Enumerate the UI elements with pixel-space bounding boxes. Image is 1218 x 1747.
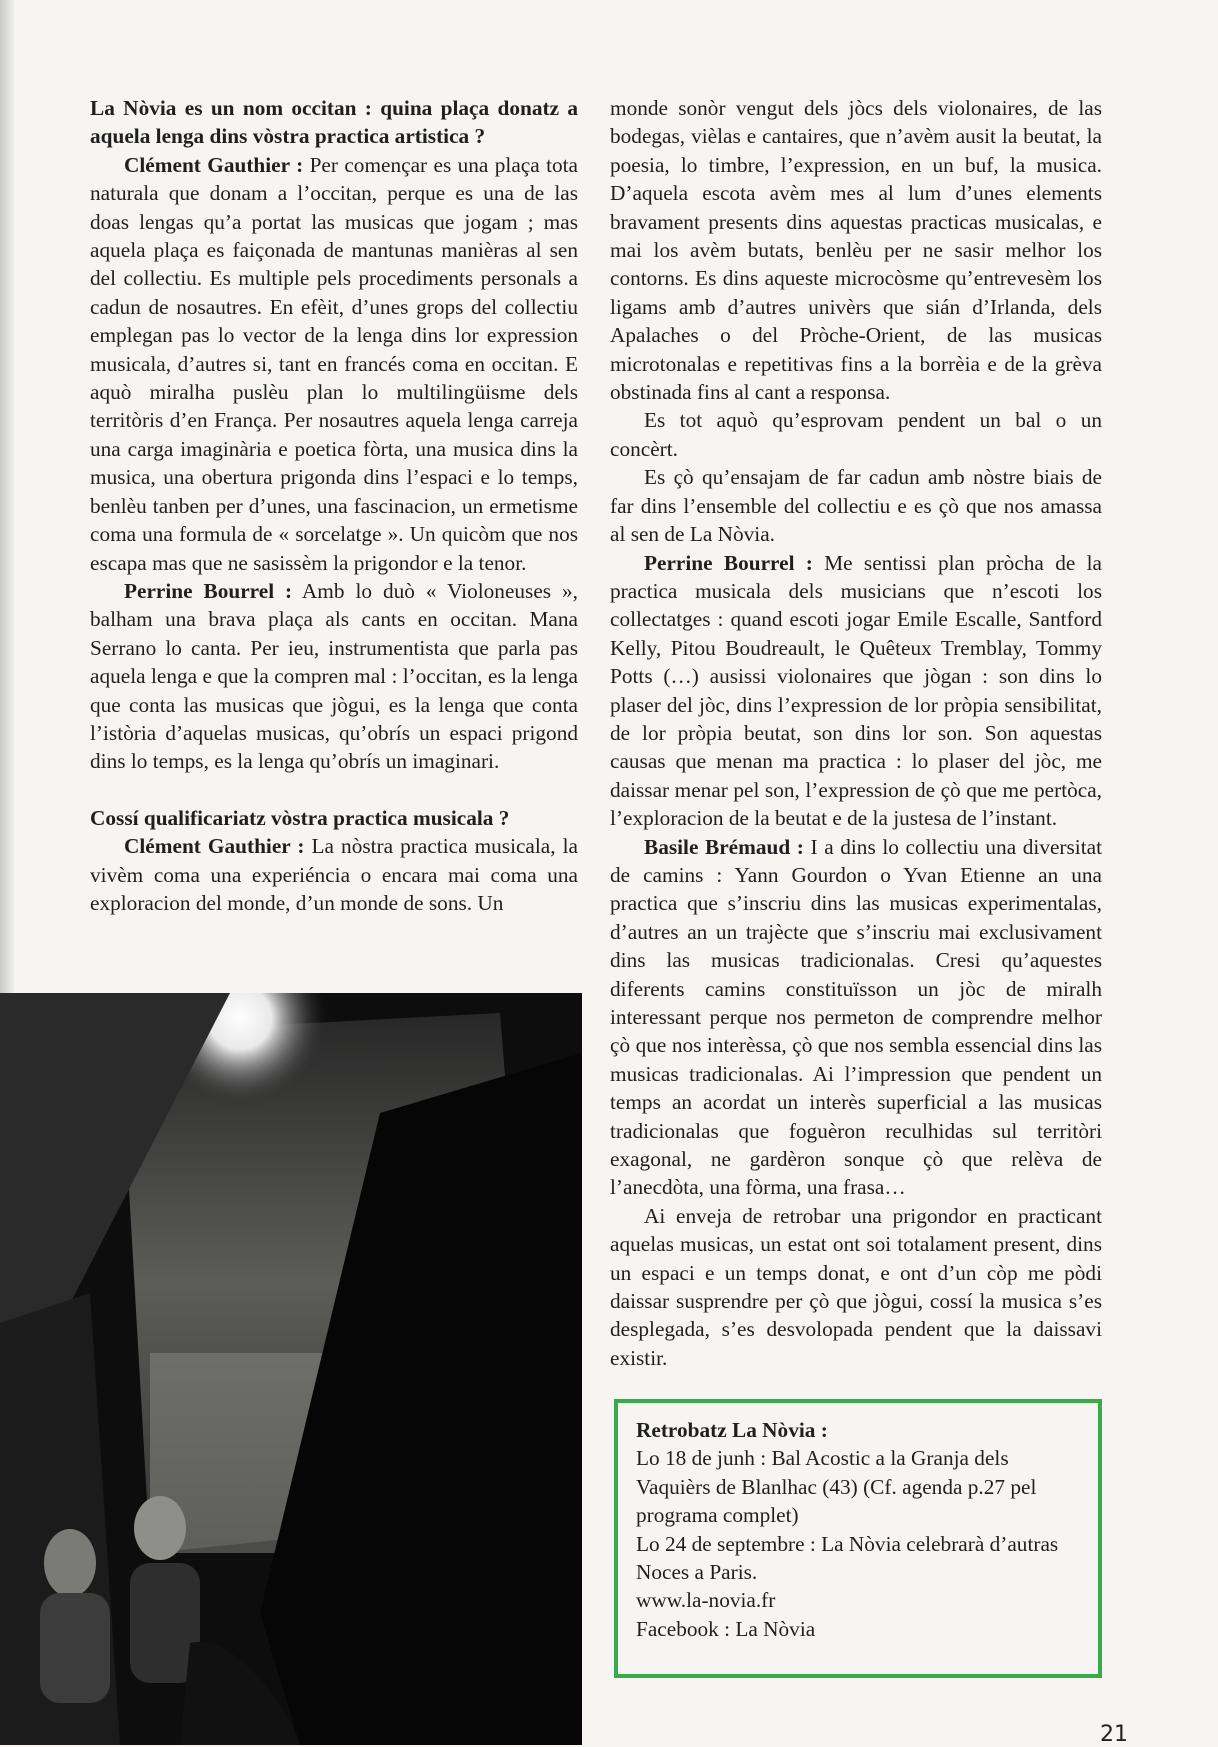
event-line: Lo 18 de junh : Bal Acostic a la Granja dels Vaquièrs de Blanlhac (43) (Cf. agenda p.27 pel programa complet) xyxy=(636,1446,1037,1528)
right-text-column xyxy=(610,94,1102,1372)
answer-paragraph xyxy=(610,549,1102,833)
body-paragraph: Ai enveja de retrobar una prigondor en practicant aquelas musicas, un estat ont soi totalament present, dins un espaci e un temps donat, e ont d’un còp me pòdi daissar susprendre per çò que jògui, cossí la musica s’es desplegada, s’es desvolopada pendent que la daissavi existir. xyxy=(610,1203,1102,1370)
body-paragraph: Es tot aquò qu’esprovam pendent un bal o un concèrt. xyxy=(610,408,1102,461)
question-heading: Cossí qualificariatz vòstra practica musicala ? xyxy=(90,805,510,830)
info-box-title: Retrobatz La Nòvia : xyxy=(636,1418,828,1442)
answer-paragraph xyxy=(610,833,1102,1202)
answer-text: La nòstra practica musicala, la vivèm coma una experiéncia o encara mai coma una exploracion del monde, d’un monde de sons. Un xyxy=(90,834,578,915)
concert-photo xyxy=(0,993,582,1745)
page-number: 21 xyxy=(1100,1722,1128,1747)
left-text-column xyxy=(90,94,578,917)
body-paragraph: Es çò qu’ensajam de far cadun amb nòstre biais de far dins l’ensemble del collectiu e es çò que nos amassa al sen de La Nòvia. xyxy=(610,465,1102,547)
question-heading: La Nòvia es un nom occitan : quina plaça donatz a aquela lenga dins vòstra practica artistica ? xyxy=(90,96,578,149)
event-info-box xyxy=(614,1399,1102,1678)
answer-text: Amb lo duò « Violoneuses », balham una brava plaça als cants en occitan. Mana Serrano lo canta. Per ieu, instrumentista que parla pas aquela lenga e que la compren mal : l’occitan, es la lenga que conta las musicas que jògui, es la lenga que conta l’istòria d’aquelas musicas, qu’obrís un espaci prigond dins lo temps, es la lenga qu’obrís un imaginari. xyxy=(90,578,578,774)
answer-text: Me sentissi plan pròcha de la practica musicala dels musicians que n’escoti los collectatges : quand escoti jogar Emile Escalle, Santford Kelly, Pitou Boudreault, le Quêteux Tremblay, Tommy Potts (…) ausissi violonaires que jògan : son dins lo plaser del jòc, dins l’expression de lor pròpia sensibilitat, de lor pròpia beutat, son dins lor son. Son aquestas causas que menan ma practica : lo plaser del jòc, me daissar menar pel son, l’expression de çò que me pertòca, l’exploracion de la beutat e de la justesa de l’instant. xyxy=(610,550,1102,831)
continued-paragraph: monde sonòr vengut dels jòcs dels violonaires, de las bodegas, vièlas e cantaires, que n’avèm ausit la beutat, la poesia, lo timbre, l’expression, en un buf, la musica. D’aquela escota avèm mes al lum d’unes elements bravament presents dins aquestas practicas musicalas, e mai los avèm butats, benlèu per ne sasir melhor los contorns. Es dins aqueste microcòsme qu’entrevesèm los ligams amb d’autres univèrs que sián d’Irlanda, dels Apalaches o del Pròche-Orient, de las musicas microtonalas e repetitivas fins a la borrèia e de la grèva obstinada fins al cant a responsa. xyxy=(610,96,1102,405)
speaker-name: Basile Brémaud : xyxy=(644,834,804,859)
answer-text: Per començar es una plaça tota naturala que donam a l’occitan, perque es una de las doas lengas qu’a portat las musicas que jogam ; mas aquela plaça es faiçonada de mantunas manièras al sen del collectiu. Es multiple pels procediments personals a cadun de nosautres. En efèit, d’unes grops del collectiu emplegan pas lo vector de la lenga dins lor expression musicala, d’autres si, tant en francés coma en occitan. E aquò miralha puslèu plan lo multilingüisme dels territòris d’en França. Per nosautres aquela lenga carreja una carga imaginària e poetica fòrta, una musica dins la musica, una obertura prigonda dins l’espaci e lo temps, benlèu tanben per d’unes, una fascinacion, un ermetisme coma una formula de « sorcelatge ». Un quicòm que nos escapa mas que ne sasissèm la prigondor e la tenor. xyxy=(90,152,578,575)
speaker-name: Perrine Bourrel : xyxy=(124,578,293,603)
event-line: Lo 24 de septembre : La Nòvia celebrarà d’autras Noces a Paris. xyxy=(636,1531,1059,1585)
speaker-name: Clément Gauthier : xyxy=(124,834,305,859)
answer-paragraph xyxy=(90,577,578,776)
speaker-name: Perrine Bourrel : xyxy=(644,550,813,575)
speaker-name: Clément Gauthier : xyxy=(124,152,304,177)
concert-photo-graphic xyxy=(0,993,582,1745)
answer-paragraph xyxy=(90,151,578,577)
answer-text: I a dins lo collectiu una diversitat de camins : Yann Gourdon o Yvan Etienne an una practica que s’inscriu dins las musicas experimentalas, d’autres an un trajècte que s’inscriu mai exclusivament dins las musicas tradicionalas. Cresi qu’aquestes diferents camins constituïsson un jòc de miralh interessant perque nos permeton de comprendre melhor çò que nos interèssa, çò que nos sembla essencial dins las musicas tradicionalas. Ai l’impression que pendent un temps an acordat un interès superficial a las musicas tradicionalas que foguèron reculhidas sul territòri exagonal, ne gardèron sonque çò que relèva de l’anecdòta, una fòrma, una frasa… xyxy=(610,834,1103,1200)
answer-paragraph xyxy=(90,832,578,917)
facebook-line: Facebook : La Nòvia xyxy=(636,1616,816,1641)
website-link: www.la-novia.fr xyxy=(636,1588,776,1613)
